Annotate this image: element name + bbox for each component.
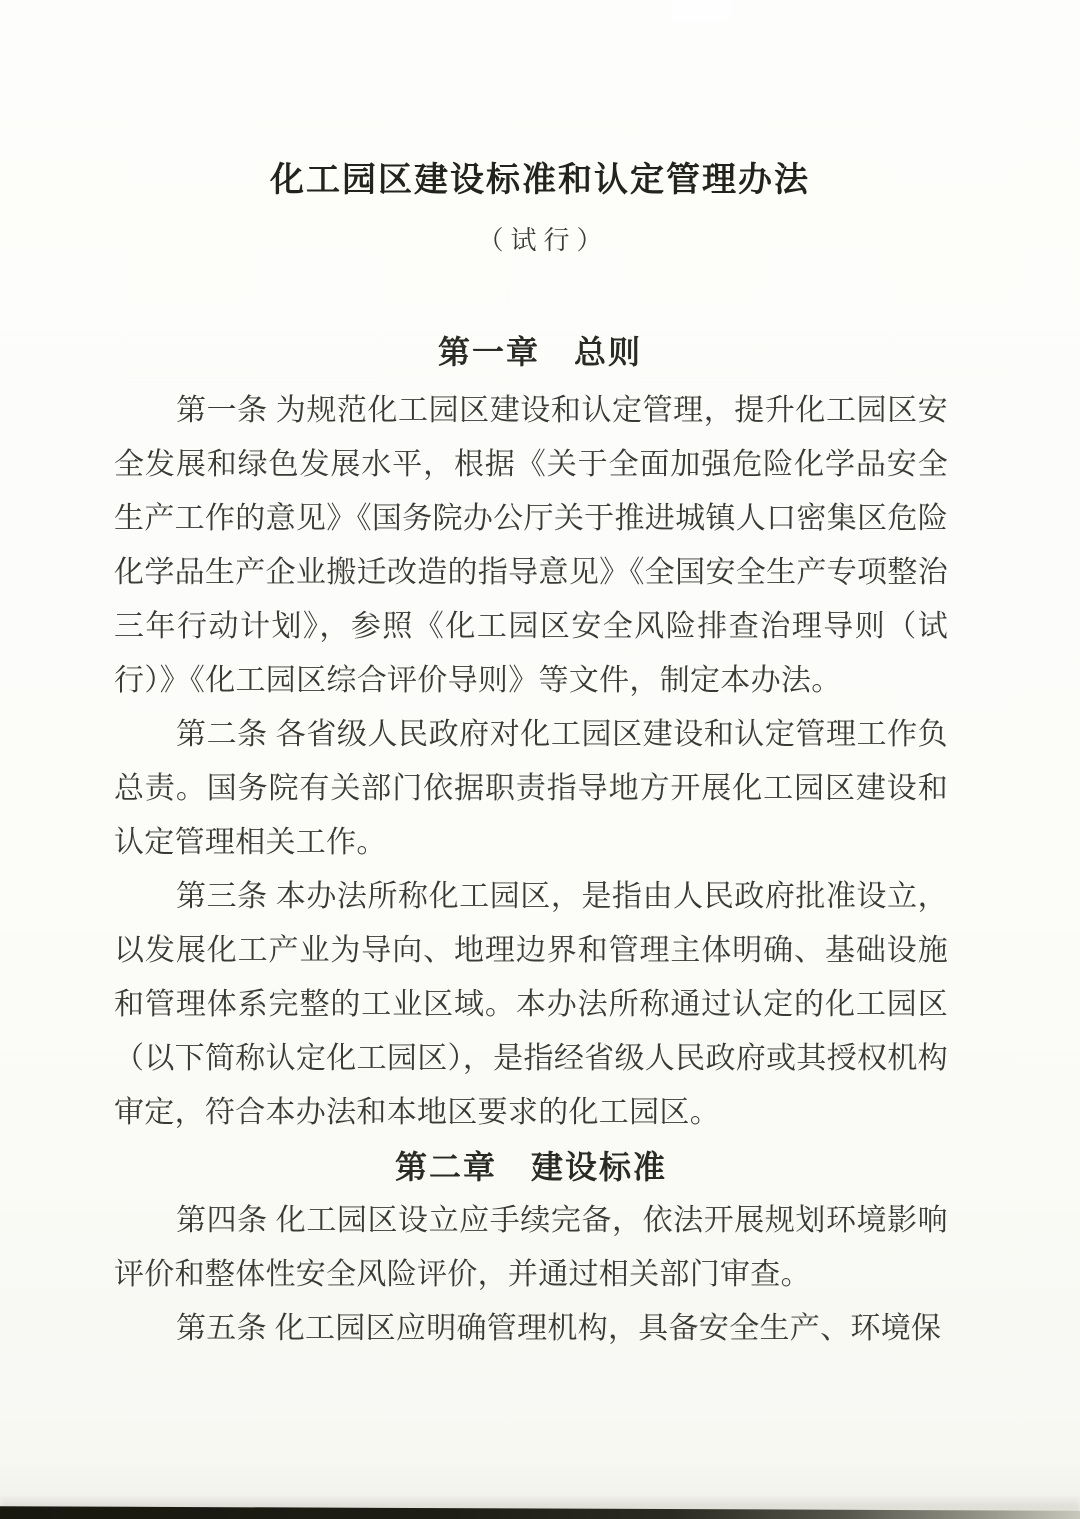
document-title: 化工园区建设标准和认定管理办法 [270,162,810,199]
document-body [114,384,948,1356]
scan-page-edge [0,1504,1080,1519]
paragraph-article-5: 第五条 化工园区应明确管理机构，具备安全生产、环境保 [176,1311,942,1345]
paragraph-article-2: 第二条 各省级人民政府对化工园区建设和认定管理工作负总责。国务院有关部门依据职责指导地方开展化工园区建设和认定管理相关工作。 [114,717,948,859]
paragraph-article-4: 第四条 化工园区设立应手续完备，依法开展规划环境影响评价和整体性安全风险评价，并通过相关部门审查。 [114,1203,948,1291]
chapter-2-heading: 第二章 建设标准 [394,1148,667,1185]
scan-edge-shadow [0,1495,1080,1511]
chapter-1-heading: 第一章 总则 [437,333,642,370]
document-subtitle: （试行） [477,225,610,255]
paragraph-article-3: 第三条 本办法所称化工园区，是指由人民政府批准设立，以发展化工产业为导向、地理边界和管理主体明确、基础设施和管理体系完整的工业区域。本办法所称通过认定的化工园区（以下简称认定化工园区），是指经省级人民政府或其授权机构审定，符合本办法和本地区要求的化工园区。 [114,879,948,1129]
paragraph-article-1: 第一条 为规范化工园区建设和认定管理，提升化工园区安全发展和绿色发展水平，根据《关于全面加强危险化学品安全生产工作的意见》《国务院办公厅关于推进城镇人口密集区危险化学品生产企业搬迁改造的指导意见》《全国安全生产专项整治三年行动计划》，参照《化工园区安全风险排查治理导则（试行）》《化工园区综合评价导则》等文件，制定本办法。 [114,393,948,697]
